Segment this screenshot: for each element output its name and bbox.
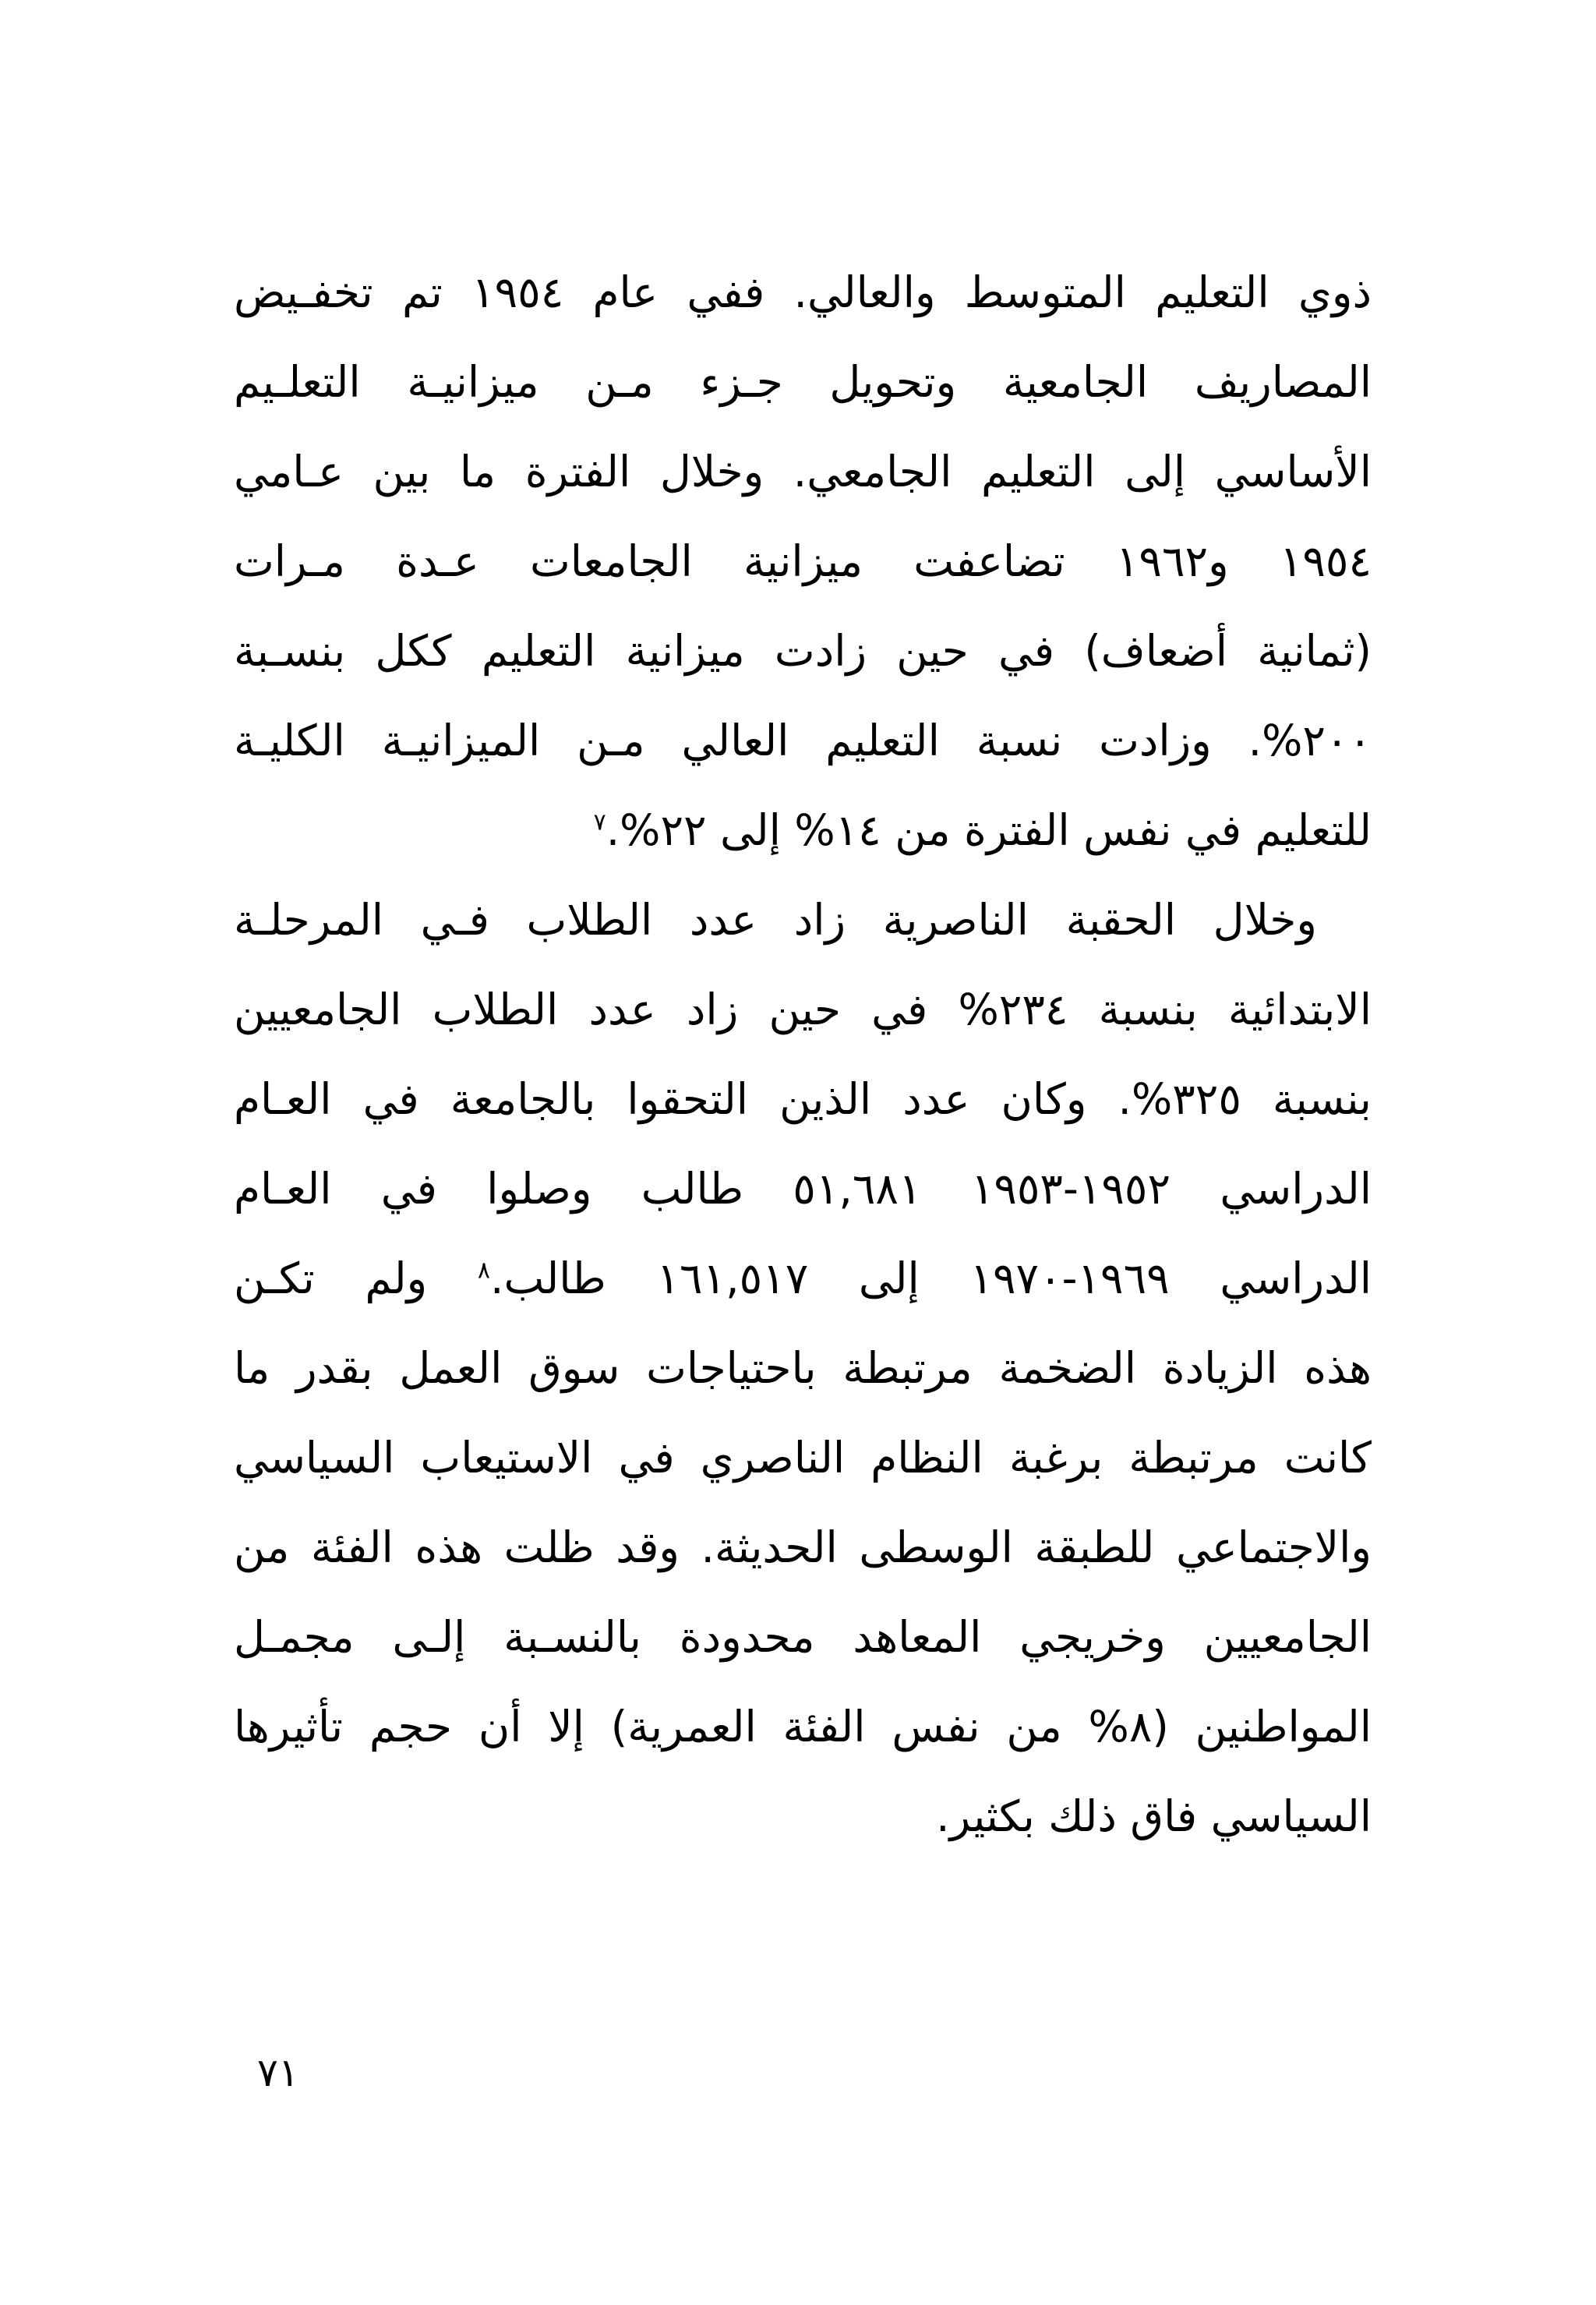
footnote-marker[interactable]: ٧ [593, 808, 606, 836]
page-number: ٧١ [257, 2050, 299, 2095]
text-line-content: ولم تكـن [234, 1253, 428, 1303]
text-line-content: الدراسي ١٩٦٩-١٩٧٠ إلى ١٦١,٥١٧ طالب. [490, 1253, 1372, 1303]
text-line: ذوي التعليم المتوسط والعالي. ففي عام ١٩٥٤ تم تخفـيض [234, 267, 1372, 317]
text-line: الجامعيين وخريجي المعاهد محدودة بالنسـبة إلـى مجمـل [234, 1612, 1372, 1662]
body-text [234, 248, 1372, 1861]
text-line-content: للتعليم في نفس الفترة من ١٤% إلى ٢٢%. [606, 805, 1372, 855]
text-line [234, 786, 1372, 875]
text-line: بنسبة ٣٢٥%. وكان عدد الذين التحقوا بالجامعة في العـام [234, 1074, 1372, 1124]
text-line: الدراسي ١٩٥٢-١٩٥٣ ٥١,٦٨١ طالب وصلوا في العـام [234, 1164, 1372, 1214]
text-line: كانت مرتبطة برغبة النظام الناصري في الاستيعاب السياسي [234, 1433, 1372, 1483]
text-line [234, 1234, 1372, 1324]
text-line: هذه الزيادة الضخمة مرتبطة باحتياجات سوق العمل بقدر ما [234, 1343, 1372, 1393]
text-line: ١٩٥٤ و١٩٦٢ تضاعفت ميزانية الجامعات عـدة مـرات [234, 536, 1372, 586]
text-line: (ثمانية أضعاف) في حين زادت ميزانية التعليم ككل بنسـبة [234, 626, 1372, 676]
footnote-marker[interactable]: ٨ [477, 1257, 491, 1285]
text-line: ٢٠٠%. وزادت نسبة التعليم العالي مـن الميزانيـة الكليـة [234, 716, 1372, 765]
text-line: السياسي فاق ذلك بكثير. [936, 1791, 1372, 1841]
text-line: المواطنين (٨% من نفس الفئة العمرية) إلا أن حجم تأثيرها [234, 1702, 1372, 1752]
text-line: والاجتماعي للطبقة الوسطى الحديثة. وقد ظلت هذه الفئة من [234, 1522, 1372, 1572]
text-line: الابتدائية بنسبة ٢٣٤% في حين زاد عدد الطلاب الجامعيين [234, 985, 1372, 1034]
text-line: المصاريف الجامعية وتحويل جـزء مـن ميزانيـة التعلـيم [234, 357, 1372, 407]
text-line: الأساسي إلى التعليم الجامعي. وخلال الفترة ما بين عـامي [234, 447, 1372, 497]
text-line: وخلال الحقبة الناصرية زاد عدد الطلاب فـي المرحلـة [234, 895, 1317, 945]
